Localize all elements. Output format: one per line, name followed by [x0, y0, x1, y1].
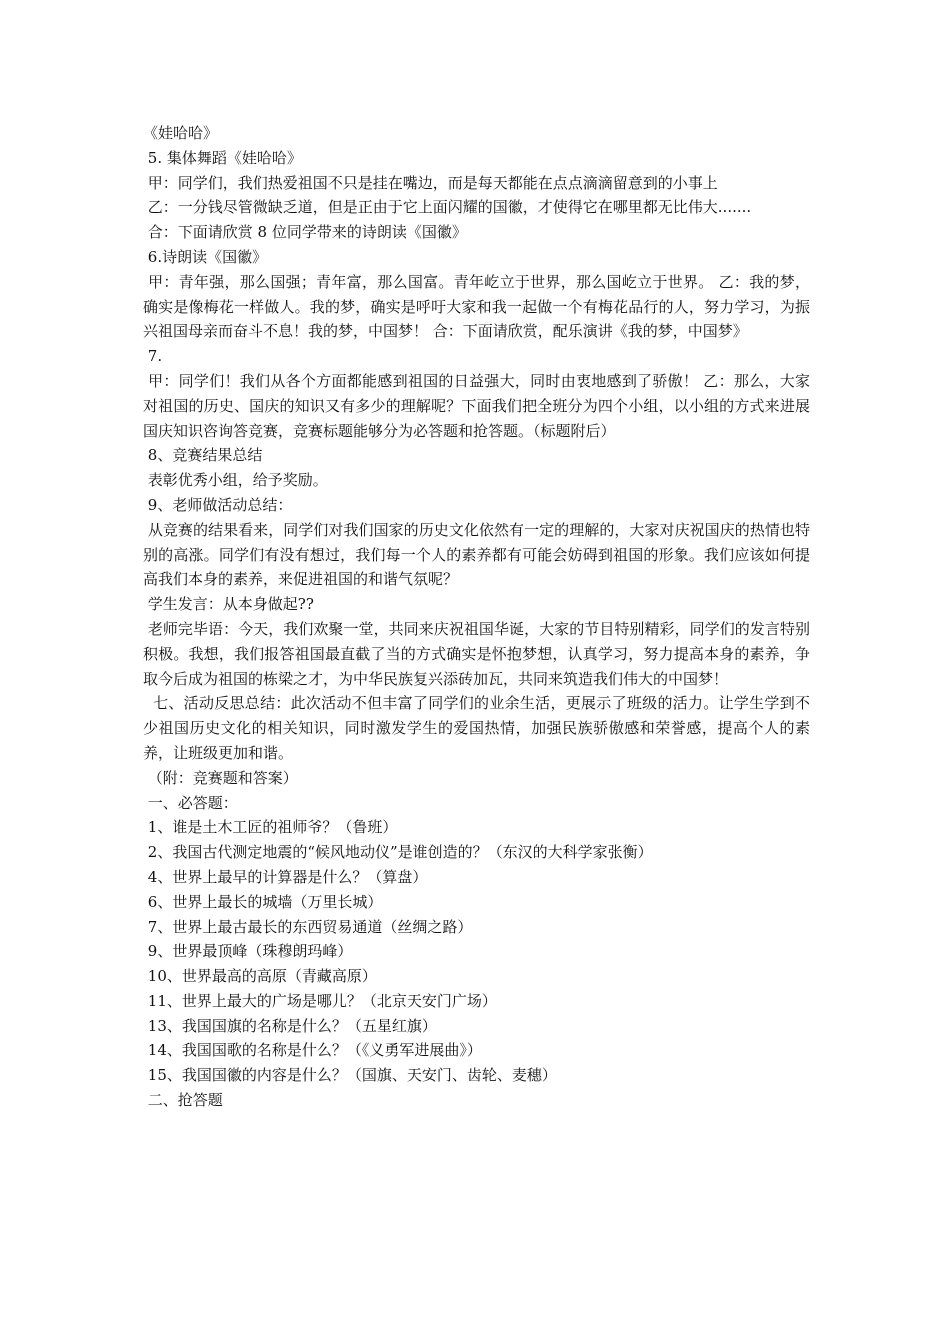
- paragraph-jia-line-1: 甲：同学们，我们热爱祖国不只是挂在嘴边，而是每天都能在点点滴滴留意到的小事上: [143, 173, 718, 192]
- quiz-question-15: 15、我国国徽的内容是什么？（国旗、天安门、齿轮、麦穗）: [143, 1066, 557, 1085]
- quiz-question-1: 1、谁是土木工匠的祖师爷？（鲁班）: [143, 818, 398, 837]
- quiz-question-14: 14、我国国歌的名称是什么？（《义勇军进展曲》）: [143, 1041, 482, 1060]
- quiz-question-4: 4、世界上最早的计算器是什么？（算盘）: [143, 867, 428, 886]
- paragraph-item-7: 7.: [143, 347, 163, 366]
- paragraph-item-6-poem: 6.诗朗读《国徽》: [143, 247, 268, 266]
- paragraph-award: 表彰优秀小组，给予奖励。: [143, 471, 328, 490]
- paragraph-jia-yi-he-dream: 甲：青年强，那么国强；青年富，那么国富。青年屹立于世界，那么国屹立于世界。 乙：我的梦，确实是像梅花一样做人。我的梦，确实是呼吁大家和我一起做一个有梅花品行的人，努力学习，为振兴祖国母亲而奋斗不息！我的梦，中国梦！ 合：下面请欣赏，配乐演讲《我的梦，中国梦》: [143, 272, 810, 341]
- paragraph-item-9-summary: 9、老师做活动总结：: [143, 495, 293, 514]
- paragraph-student-speech: 学生发言：从本身做起??: [143, 595, 314, 614]
- paragraph-heading-wahaha: 《娃哈哈》: [143, 124, 219, 142]
- paragraph-rush-heading: 二、抢答题: [143, 1091, 223, 1110]
- quiz-question-11: 11、世界上最大的广场是哪儿？（北京天安门广场）: [143, 991, 497, 1010]
- paragraph-jia-yi-quiz: 甲：同学们！我们从各个方面都能感到祖国的日益强大，同时由衷地感到了骄傲！ 乙：那么，大家对祖国的历史、国庆的知识又有多少的理解呢？下面我们把全班分为四个小组，以小组的方式来进展国庆知识咨询答竞赛，竞赛标题能够分为必答题和抢答题。（标题附后）: [143, 371, 810, 440]
- quiz-question-9: 9、世界最顶峰（珠穆朗玛峰）: [143, 942, 353, 961]
- paragraph-reflection: 七、活动反思总结：此次活动不但丰富了同学们的业余生活，更展示了班级的活力。让学生学到不少祖国历史文化的相关知识，同时激发学生的爱国热情，加强民族骄傲感和荣誉感，提高个人的素养，让班级更加和谐。: [143, 694, 810, 762]
- quiz-question-10: 10、世界最高的高原（青藏高原）: [143, 967, 377, 986]
- paragraph-teacher-summary: 从竞赛的结果看来，同学们对我们国家的历史文化依然有一定的理解的，大家对庆祝国庆的热情也特别的高涨。同学们有没有想过，我们每一个人的素养都有可能会妨碍到祖国的形象。我们应该如何提高我们本身的素养，来促进祖国的和谐气氛呢？: [143, 520, 810, 589]
- paragraph-item-8-results: 8、竞赛结果总结: [143, 446, 263, 465]
- paragraph-teacher-closing: 老师完毕语：今天，我们欢聚一堂，共同来庆祝祖国华诞，大家的节目特别精彩，同学们的发言特别积极。我想，我们报答祖国最直截了当的方式确实是怀抱梦想，认真学习，努力提高本身的素养，争取今后成为祖国的栋梁之才，为中华民族复兴添砖加瓦，共同来筑造我们伟大的中国梦！: [143, 619, 810, 688]
- quiz-question-6: 6、世界上最长的城墙（万里长城）: [143, 892, 383, 911]
- paragraph-required-heading: 一、必答题：: [143, 793, 238, 812]
- paragraph-he-line-1: 合：下面请欣赏 8 位同学带来的诗朗读《国徽》: [143, 223, 467, 242]
- quiz-question-7: 7、世界上最古最长的东西贸易通道（丝绸之路）: [143, 917, 473, 936]
- quiz-question-2: 2、我国古代测定地震的“候风地动仪”是谁创造的？（东汉的大科学家张衡）: [143, 843, 653, 862]
- document-body: [143, 121, 810, 1113]
- paragraph-item-5-dance: 5. 集体舞蹈《娃哈哈》: [143, 148, 302, 167]
- paragraph-appendix-note: （附：竞赛题和答案）: [143, 768, 298, 787]
- paragraph-yi-line-1: 乙：一分钱尽管微缺乏道，但是正由于它上面闪耀的国徽，才使得它在哪里都无比伟大.......: [143, 198, 752, 217]
- quiz-question-13: 13、我国国旗的名称是什么？（五星红旗）: [143, 1016, 437, 1035]
